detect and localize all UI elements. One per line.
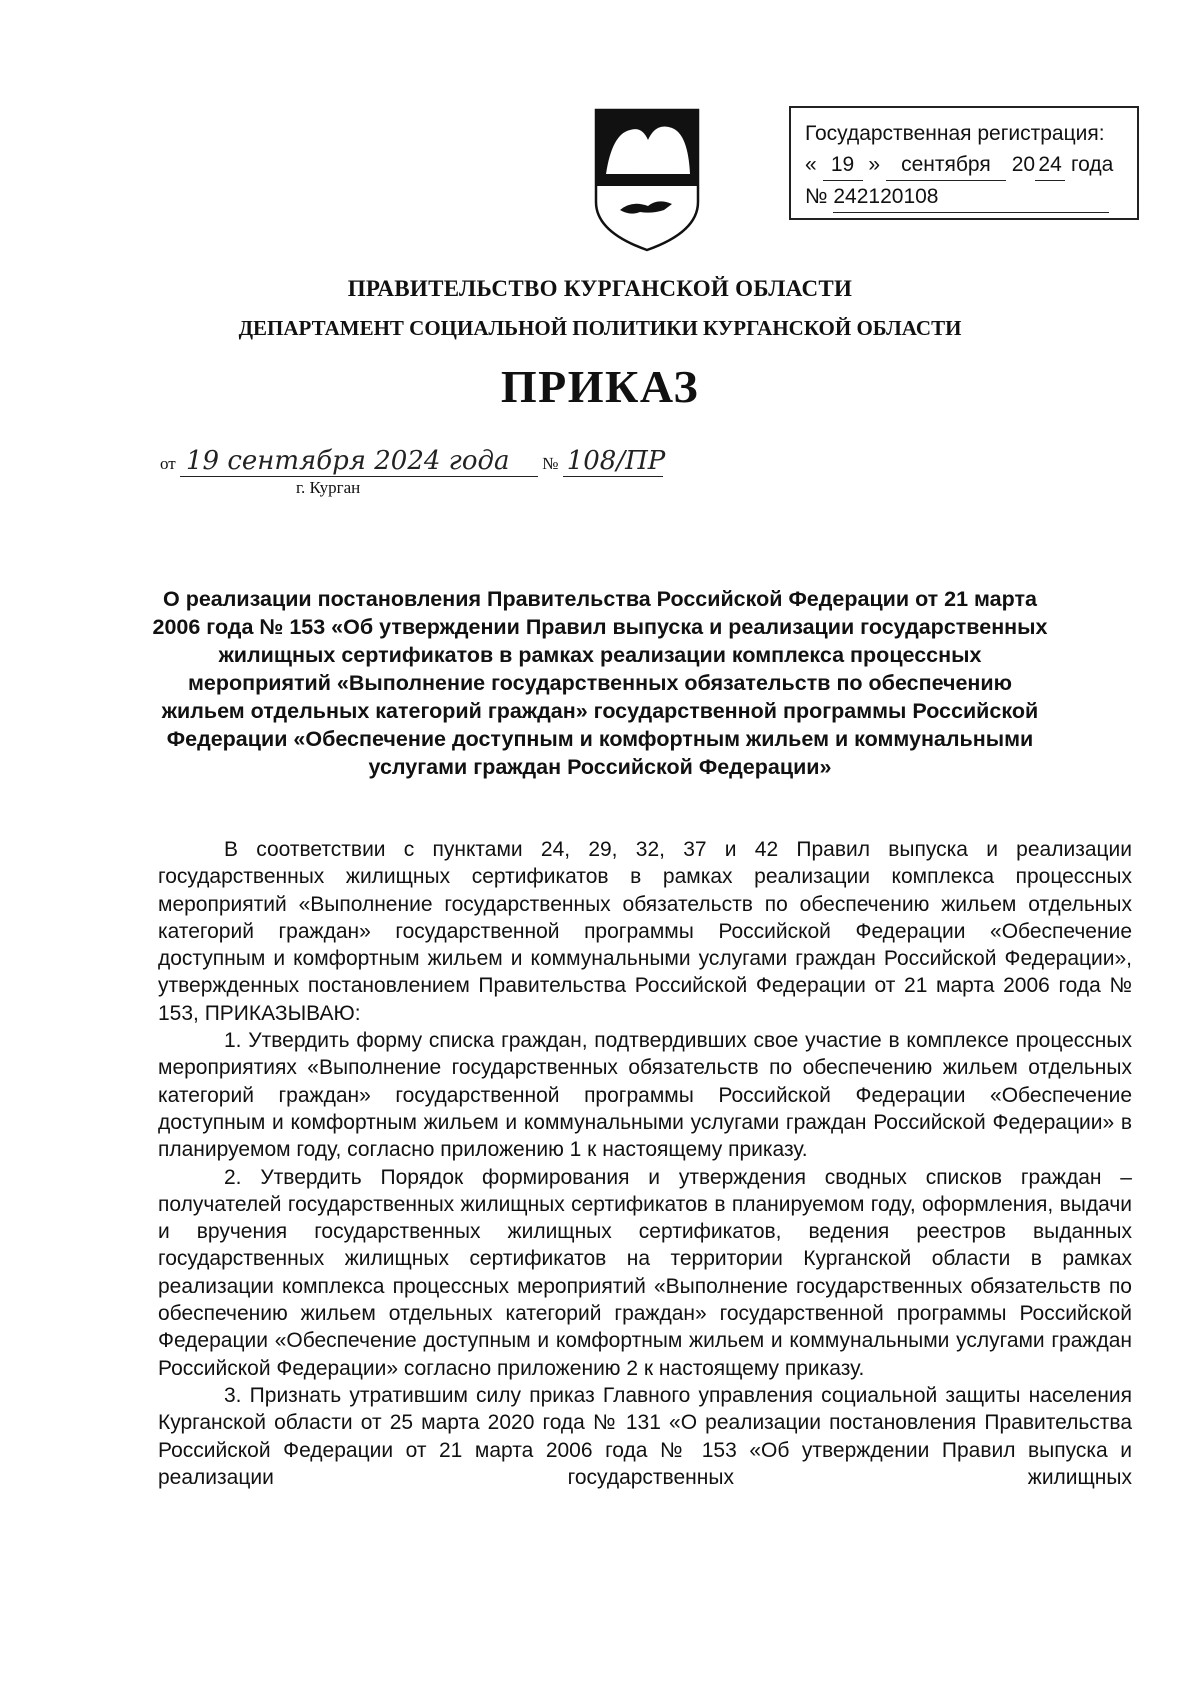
registration-month: сентября [886,149,1006,181]
order-number-handwritten: 108/ПР [563,446,663,477]
state-registration-box [789,106,1139,220]
registration-number: № 242120108 [805,181,1127,213]
order-body [158,836,1132,1491]
document-type: ПРИКАЗ [500,361,700,412]
order-date-number [160,446,666,477]
order-from-label: от [160,454,176,473]
order-subject: О реализации постановления Правительства Российской Федерации от 21 марта 2006 года № 153 «Об утверждении Правил выпуска и реализации государственных жилищных сертификатов в рамках реализации комплекса процессных мероприятий «Выполнение государственных обязательств по обеспечению жильем отдельных категорий граждан» государственной программы Российской Федерации «Обеспечение доступным и комфортным жильем и коммунальными услугами граждан Российской Федерации» [152,587,1048,779]
registration-year-suffix: 24 [1035,149,1065,181]
coat-of-arms-emblem [592,104,702,254]
department-name: ДЕПАРТАМЕНТ СОЦИАЛЬНОЙ ПОЛИТИКИ КУРГАНСКОЙ ОБЛАСТИ [238,316,962,340]
order-date-handwritten: 19 сентября 2024 года [180,446,538,477]
government-name: ПРАВИТЕЛЬСТВО КУРГАНСКОЙ ОБЛАСТИ [347,276,853,301]
order-number-label: № [542,454,559,473]
registration-number-value: 242120108 [833,181,1109,213]
order-city: г. Курган [296,478,361,497]
registration-title: Государственная регистрация: [805,122,1105,145]
item-3-paragraph: 3. Признать утратившим силу приказ Главного управления социальной защиты населения Курганской области от 25 марта 2020 года № 131 «О реализации постановления Правительства Российской Федерации от 21 марта 2006 года № 153 «Об утверждении Правил выпуска и реализации государственных жилищных [158,1383,1132,1489]
item-2-paragraph: 2. Утвердить Порядок формирования и утверждения сводных списков граждан – получателей государственных жилищных сертификатов в планируемом году, оформления, выдачи и вручения государственных жилищных сертификатов, ведения реестров выданных государственных жилищных сертификатов на территории Курганской области в рамках реализации комплекса процессных мероприятий «Выполнение государственных обязательств по обеспечению жильем отдельных категорий граждан» государственной программы Российской Федерации «Обеспечение доступным и комфортным жильем и коммунальными услугами граждан Российской Федерации» согласно приложению 2 к настоящему приказу. [158,1165,1132,1380]
preamble-paragraph: В соответствии с пунктами 24, 29, 32, 37 и 42 Правил выпуска и реализации государственных жилищных сертификатов в рамках реализации комплекса процессных мероприятий «Выполнение государственных обязательств по обеспечению жильем отдельных категорий граждан» государственной программы Российской Федерации «Обеспечение доступным и комфортным жильем и коммунальными услугами граждан Российской Федерации», утвержденных постановлением Правительства Российской Федерации от 21 марта 2006 года № 153, ПРИКАЗЫВАЮ: [158,838,1132,1025]
registration-year-prefix: 20 [1011,153,1036,176]
registration-year-word: года [1070,153,1114,176]
item-1-paragraph: 1. Утвердить форму списка граждан, подтвердивших свое участие в комплексе процессных мероприятиях «Выполнение государственных обязательств по обеспечению жильем отдельных категорий граждан» государственной программы Российской Федерации «Обеспечение доступным и комфортным жильем и коммунальными услугами граждан Российской Федерации» в планируемом году, согласно приложению 1 к настоящему приказу. [158,1029,1132,1162]
registration-day: 19 [823,149,863,181]
registration-date: « 19 » сентября 20 24 года [805,149,1127,181]
